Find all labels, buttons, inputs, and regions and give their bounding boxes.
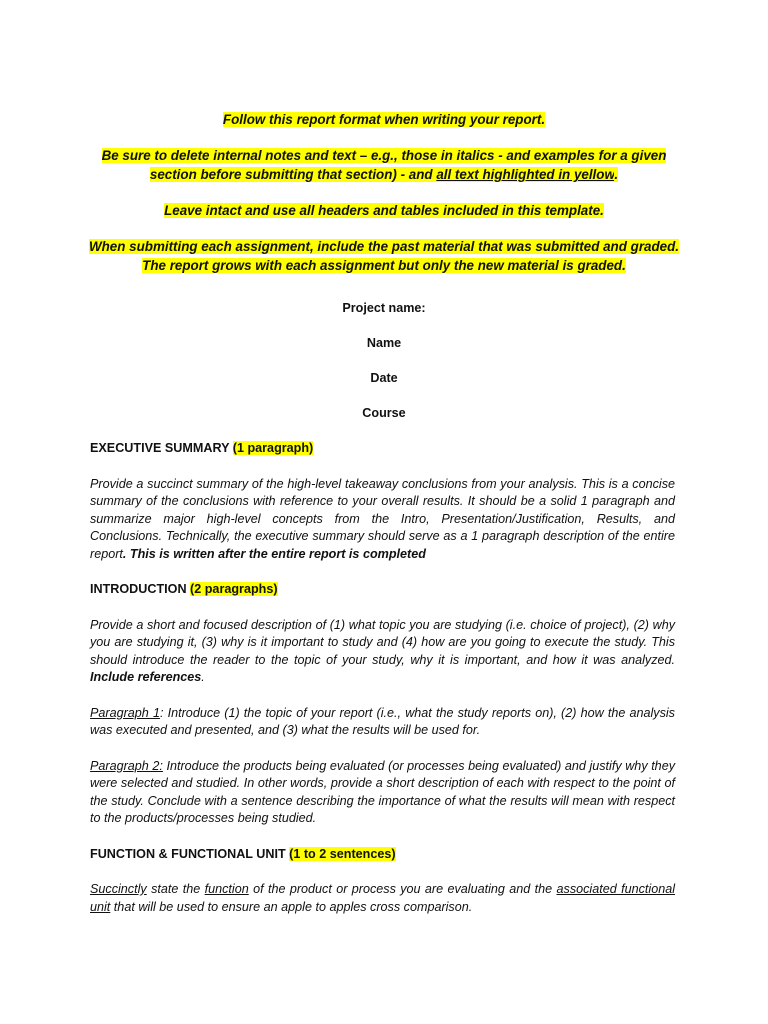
exec-summary-heading: EXECUTIVE SUMMARY (1 paragraph) bbox=[90, 441, 314, 455]
title-block bbox=[80, 300, 688, 440]
note-submitting: When submitting each assignment, include the past material that was submitted and graded. The report grows with each assignment but only the new material is graded. bbox=[88, 239, 680, 273]
function-text: Succinctly state the function of the product or process you are evaluating and the associated functional unit that will be used to ensure an apple to apples cross comparison. bbox=[90, 882, 675, 914]
project-name-label: Project name: bbox=[342, 301, 426, 315]
paragraph-2-guidance: Paragraph 2: Introduce the products being evaluated (or processes being evaluated) and justify why they were selected and studied. In other words, provide a short description of each with respect to the point of the study. Conclude with a sentence describing the importance of what the results will mean with respect to the products/processes being studied. bbox=[90, 758, 675, 825]
function-heading: FUNCTION & FUNCTIONAL UNIT (1 to 2 sentences) bbox=[90, 846, 396, 861]
paragraph-1-guidance: Paragraph 1: Introduce (1) the topic of your report (i.e., what the study reports on), (2) how the analysis was executed and presented, and (3) what the results will be used for. bbox=[90, 705, 675, 737]
course-label: Course bbox=[362, 406, 406, 420]
function-tag: (1 to 2 sentences) bbox=[289, 846, 396, 861]
exec-summary-tag: (1 paragraph) bbox=[232, 441, 314, 455]
date-label: Date bbox=[370, 371, 398, 385]
template-notes bbox=[80, 110, 688, 292]
name-label: Name bbox=[366, 336, 402, 350]
note-delete: Be sure to delete internal notes and text – e.g., those in italics - and examples for a given section before submitting that section) - and all text highlighted in yellow. bbox=[101, 148, 667, 182]
exec-summary-text: Provide a succinct summary of the high-level takeaway conclusions from your analysis. This is a concise summary of the conclusions with reference to your overall results. It should be a solid 1 paragraph and summarize major high-level concepts from the Intro, Presentation/Justification, Results, and Conclusions. Technically, the executive summary should serve as a 1 paragraph description of the entire report. This is written after the entire report is completed bbox=[90, 476, 675, 561]
report-body bbox=[90, 440, 675, 916]
introduction-heading: INTRODUCTION (2 paragraphs) bbox=[90, 582, 278, 596]
introduction-text: Provide a short and focused description of (1) what topic you are studying (i.e. choice of project), (2) why you are studying it, (3) why is it important to study and (4) how are you going to execute the study. This should introduce the reader to the topic of your study, why it is important, and how it was analyzed. Include references. bbox=[90, 617, 675, 684]
note-headers: Leave intact and use all headers and tables included in this template. bbox=[164, 203, 604, 218]
note-format: Follow this report format when writing your report. bbox=[222, 112, 546, 127]
introduction-tag: (2 paragraphs) bbox=[190, 582, 278, 596]
